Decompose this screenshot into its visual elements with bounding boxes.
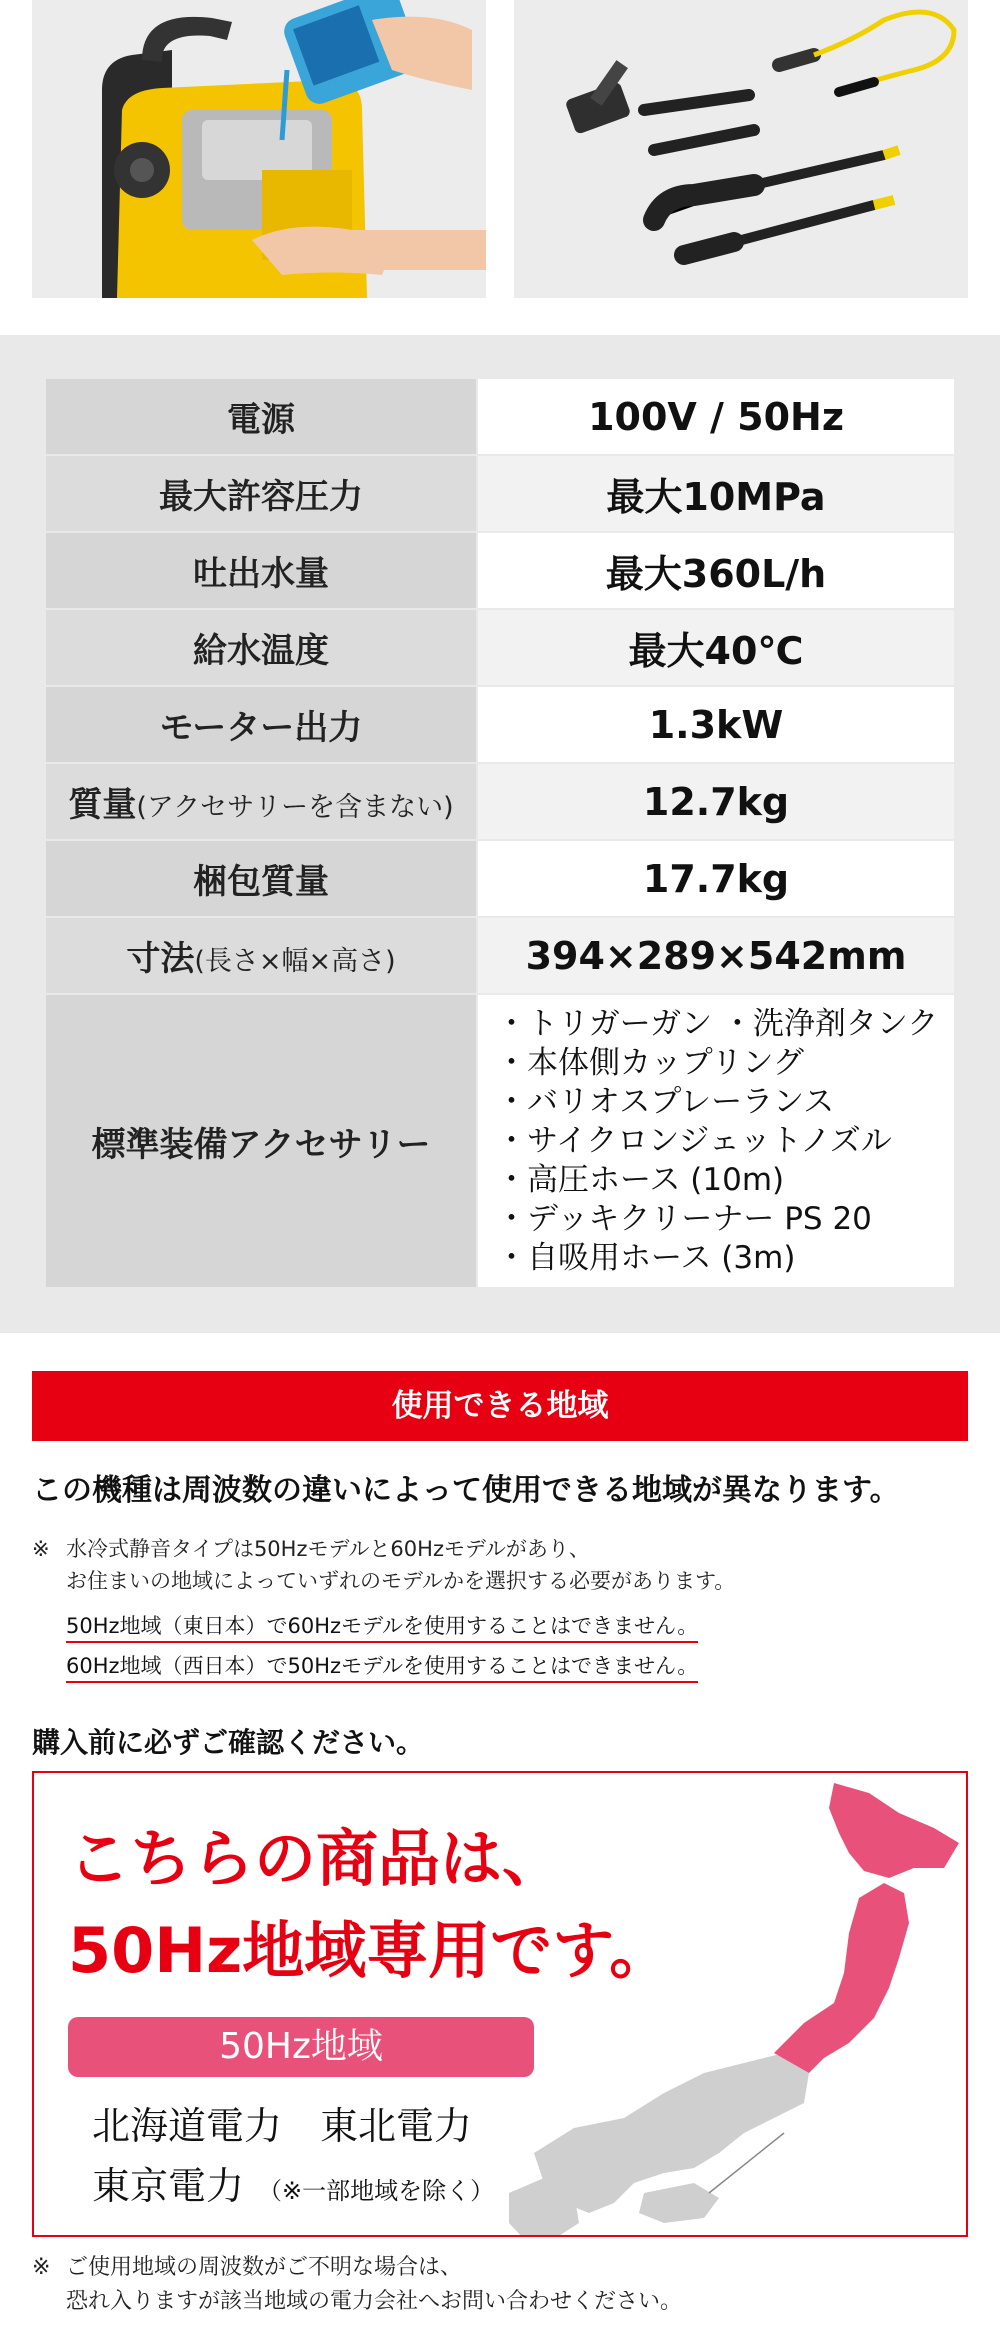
spec-row-package-weight: [45, 840, 955, 917]
confirm-title: 購入前に必ずご確認ください。: [32, 1726, 425, 1759]
product-photos: [0, 0, 1000, 335]
power-companies-line-1: 北海道電力 東北電力: [92, 2104, 473, 2148]
spec-label: 給水温度: [45, 609, 477, 686]
list-item: ・デッキクリーナー PS 20: [496, 1200, 872, 1237]
warning-west-japan: 60Hz地域（西日本）で50Hzモデルを使用することはできません。: [66, 1650, 698, 1683]
spec-label: 吐出水量: [45, 532, 477, 609]
list-item: ・高圧ホース (10m): [496, 1161, 785, 1198]
spec-label: 電源: [45, 378, 477, 455]
spec-value: 最大360L/h: [477, 532, 955, 609]
spec-value: 最大10MPa: [477, 455, 955, 532]
note-mark: ※: [32, 2255, 51, 2280]
spec-row-flow-rate: [45, 532, 955, 609]
spec-value: 12.7kg: [477, 763, 955, 840]
power-companies-line-2: [92, 2155, 494, 2210]
spec-label: 寸法(長さ×幅×高さ): [45, 917, 477, 994]
footer-note: [32, 2251, 972, 2319]
region-lead: この機種は周波数の違いによって使用できる地域が異なります。: [32, 1473, 900, 1508]
spec-row-accessories: [45, 994, 955, 1288]
warning-east-japan: 50Hz地域（東日本）で60Hzモデルを使用することはできません。: [66, 1610, 698, 1643]
spec-label: 最大許容圧力: [45, 455, 477, 532]
note-line: お住まいの地域によっていずれのモデルかを選択する必要があります。: [66, 1569, 736, 1593]
note-line: 水冷式静音タイプは50Hzモデルと60Hzモデルがあり、: [66, 1537, 590, 1561]
product-photo-detergent: [32, 0, 486, 298]
power-company-tokyo: 東京電力: [92, 2164, 245, 2208]
spec-label: 標準装備アクセサリー: [45, 994, 477, 1288]
usable-region-section: [0, 1333, 1000, 2334]
confirm-box: [32, 1771, 968, 2237]
spec-row-power: [45, 378, 955, 455]
model-note: [32, 1533, 972, 1597]
spec-value: 394×289×542mm: [477, 917, 955, 994]
spec-table: [44, 377, 956, 1289]
headline-line-1: こちらの商品は、: [68, 1822, 565, 1895]
spec-value: 最大40℃: [477, 609, 955, 686]
note-line: ご使用地域の周波数がご不明な場合は、: [66, 2255, 463, 2280]
exception-note: （※一部地域を除く）: [258, 2177, 495, 2205]
accessory-list: [478, 1005, 954, 1278]
spec-row-water-temp: [45, 609, 955, 686]
spec-label: モーター出力: [45, 686, 477, 763]
spec-row-dimensions: [45, 917, 955, 994]
spec-row-motor-output: [45, 686, 955, 763]
spec-value: 17.7kg: [477, 840, 955, 917]
headline-line-2: 50Hz地域専用です。: [68, 1914, 672, 1987]
spec-value: 100V / 50Hz: [477, 378, 955, 455]
hz-region-badge: 50Hz地域: [68, 2017, 534, 2077]
spec-label: 梱包質量: [45, 840, 477, 917]
note-mark: ※: [32, 1537, 50, 1561]
spec-label-sub: (アクセサリーを含まない): [136, 792, 454, 823]
list-item: ・サイクロンジェットノズル: [496, 1122, 892, 1159]
spec-label-sub: (長さ×幅×高さ): [194, 946, 396, 977]
list-item: ・トリガーガン ・洗浄剤タンク: [496, 1005, 939, 1042]
spec-section: [0, 335, 1000, 1333]
list-item: ・バリオスプレーランス: [496, 1083, 835, 1120]
japan-map-icon: [504, 1773, 968, 2237]
detergent-pouring-illustration: [32, 0, 486, 298]
spec-label: 質量(アクセサリーを含まない): [45, 763, 477, 840]
region-banner: 使用できる地域: [32, 1371, 968, 1441]
accessory-list-cell: [477, 994, 955, 1288]
list-item: ・自吸用ホース (3m): [496, 1239, 796, 1276]
spec-value: 1.3kW: [477, 686, 955, 763]
list-item: ・本体側カップリング: [496, 1044, 804, 1081]
note-line: 恐れ入りますが該当地域の電力会社へお問い合わせください。: [66, 2289, 683, 2314]
product-photo-accessories: [514, 0, 968, 298]
spec-row-max-pressure: [45, 455, 955, 532]
accessories-illustration: [514, 0, 968, 298]
spec-row-weight: [45, 763, 955, 840]
